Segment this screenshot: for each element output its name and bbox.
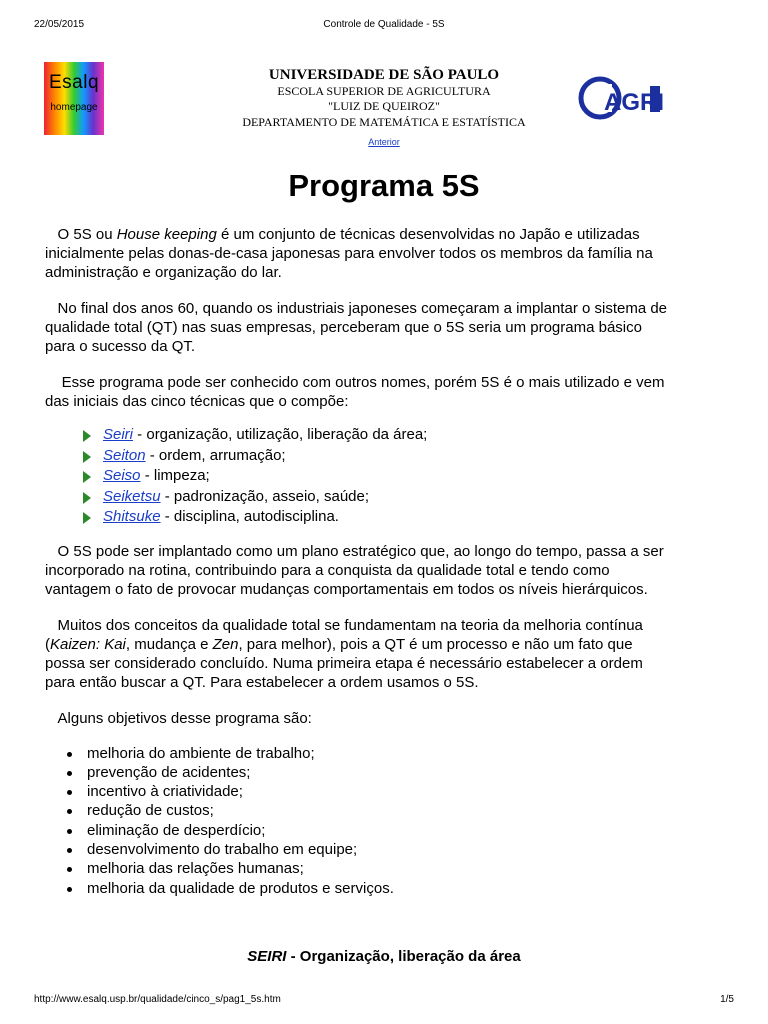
esalq-logo-text: Esalq [48, 72, 100, 93]
technique-link-seiri[interactable]: Seiri [103, 426, 134, 443]
bullet-icon [67, 867, 72, 872]
print-header [34, 19, 734, 33]
page-title: Programa 5S [288, 168, 480, 203]
list-item: melhoria das relações humanas; [87, 859, 675, 878]
bullet-icon [67, 829, 72, 834]
objectives-list [45, 744, 675, 898]
paragraph-history: No final dos anos 60, quando os industriais japoneses começaram a implantar o sistema de qualidade total (QT) nas suas empresas, perceberam que o 5S seria um programa básico para o sucesso da QT. [45, 300, 668, 355]
print-footer [34, 994, 734, 1008]
esalq-logo-subtext: homepage [50, 102, 98, 113]
list-item: Seiso - limpeza; [83, 466, 675, 487]
article-body [45, 225, 675, 898]
arrow-bullet-icon [83, 430, 91, 442]
arrow-bullet-icon [83, 451, 91, 463]
print-url: http://www.esalq.usp.br/qualidade/cinco_s/pag1_5s.htm [34, 994, 281, 1005]
list-item: eliminação de desperdício; [87, 821, 675, 840]
department-name: DEPARTAMENTO DE MATEMÁTICA E ESTATÍSTICA [242, 115, 526, 129]
print-page-number: 1/5 [720, 994, 734, 1005]
list-item: incentivo à criatividade; [87, 782, 675, 801]
list-item: prevenção de acidentes; [87, 763, 675, 782]
technique-link-seiketsu[interactable]: Seiketsu [103, 487, 161, 505]
bullet-icon [67, 887, 72, 892]
esalq-homepage-logo[interactable] [44, 62, 104, 135]
bullet-icon [67, 752, 72, 757]
paragraph-strategy: O 5S pode ser implantado como um plano estratégico que, ao longo do tempo, passa a ser incorporado na rotina, contribuindo para a conquista da qualidade total e tendo como vantagem o fato de provocar mudanças comportamentais em todos os níveis hierárquicos. [45, 542, 664, 598]
paragraph-kaizen: Muitos dos conceitos da qualidade total se fundamentam na teoria da melhoria contínua (Kaizen: Kai, mudança e Zen, para melhor), pois a QT é um processo e não um fato que possa ser considerado concluído. Numa primeira etapa é necessário estabelecer a ordem para então buscar a QT. Para estabelecer a ordem usamos o 5S. [45, 616, 643, 691]
technique-link-seiso[interactable]: Seiso [103, 467, 141, 484]
print-date: 22/05/2015 [34, 19, 85, 30]
list-item: Shitsuke - disciplina, autodisciplina. [83, 507, 675, 528]
ciagri-logo-text: AGRI [604, 89, 664, 116]
previous-page-link[interactable]: Anterior [368, 137, 400, 147]
list-item: redução de custos; [87, 801, 675, 820]
technique-link-seiton[interactable]: Seiton [103, 446, 146, 464]
list-item: Seiri - organização, utilização, liberação da área; [83, 425, 675, 446]
list-item: Seiketsu - padronização, asseio, saúde; [83, 487, 675, 508]
arrow-bullet-icon [83, 512, 91, 524]
paragraph-intro: O 5S ou House keeping é um conjunto de técnicas desenvolvidas no Japão e utilizadas inicialmente pelas donas-de-casa japonesas para envolver todos os membros da família na administração e organização do lar. [45, 226, 653, 281]
bullet-icon [67, 848, 72, 853]
school-subname: "LUIZ DE QUEIROZ" [328, 99, 440, 113]
paragraph-objectives-intro: Alguns objetivos desse programa são: [57, 709, 312, 727]
list-item: desenvolvimento do trabalho em equipe; [87, 840, 675, 859]
arrow-bullet-icon [83, 471, 91, 483]
esalq-logo-inner [48, 66, 100, 113]
list-item: melhoria da qualidade de produtos e serviços. [87, 879, 675, 898]
list-item: Seiton - ordem, arrumação; [83, 446, 675, 467]
ciagri-logo[interactable] [578, 76, 664, 120]
bullet-icon [67, 771, 72, 776]
arrow-bullet-icon [83, 492, 91, 504]
techniques-list [45, 425, 675, 528]
bullet-icon [67, 809, 72, 814]
bullet-icon [67, 790, 72, 795]
paragraph-names: Esse programa pode ser conhecido com outros nomes, porém 5S é o mais utilizado e vem das iniciais das cinco técnicas que o compõe: [45, 374, 665, 410]
technique-link-shitsuke[interactable]: Shitsuke [103, 508, 161, 525]
section-heading-seiri: SEIRI - Organização, liberação da área [247, 948, 521, 965]
university-name: UNIVERSIDADE DE SÃO PAULO [268, 67, 500, 83]
print-title: Controle de Qualidade - 5S [323, 19, 445, 30]
institution-header [150, 66, 618, 130]
school-name: ESCOLA SUPERIOR DE AGRICULTURA [277, 84, 491, 98]
list-item: melhoria do ambiente de trabalho; [87, 744, 675, 763]
